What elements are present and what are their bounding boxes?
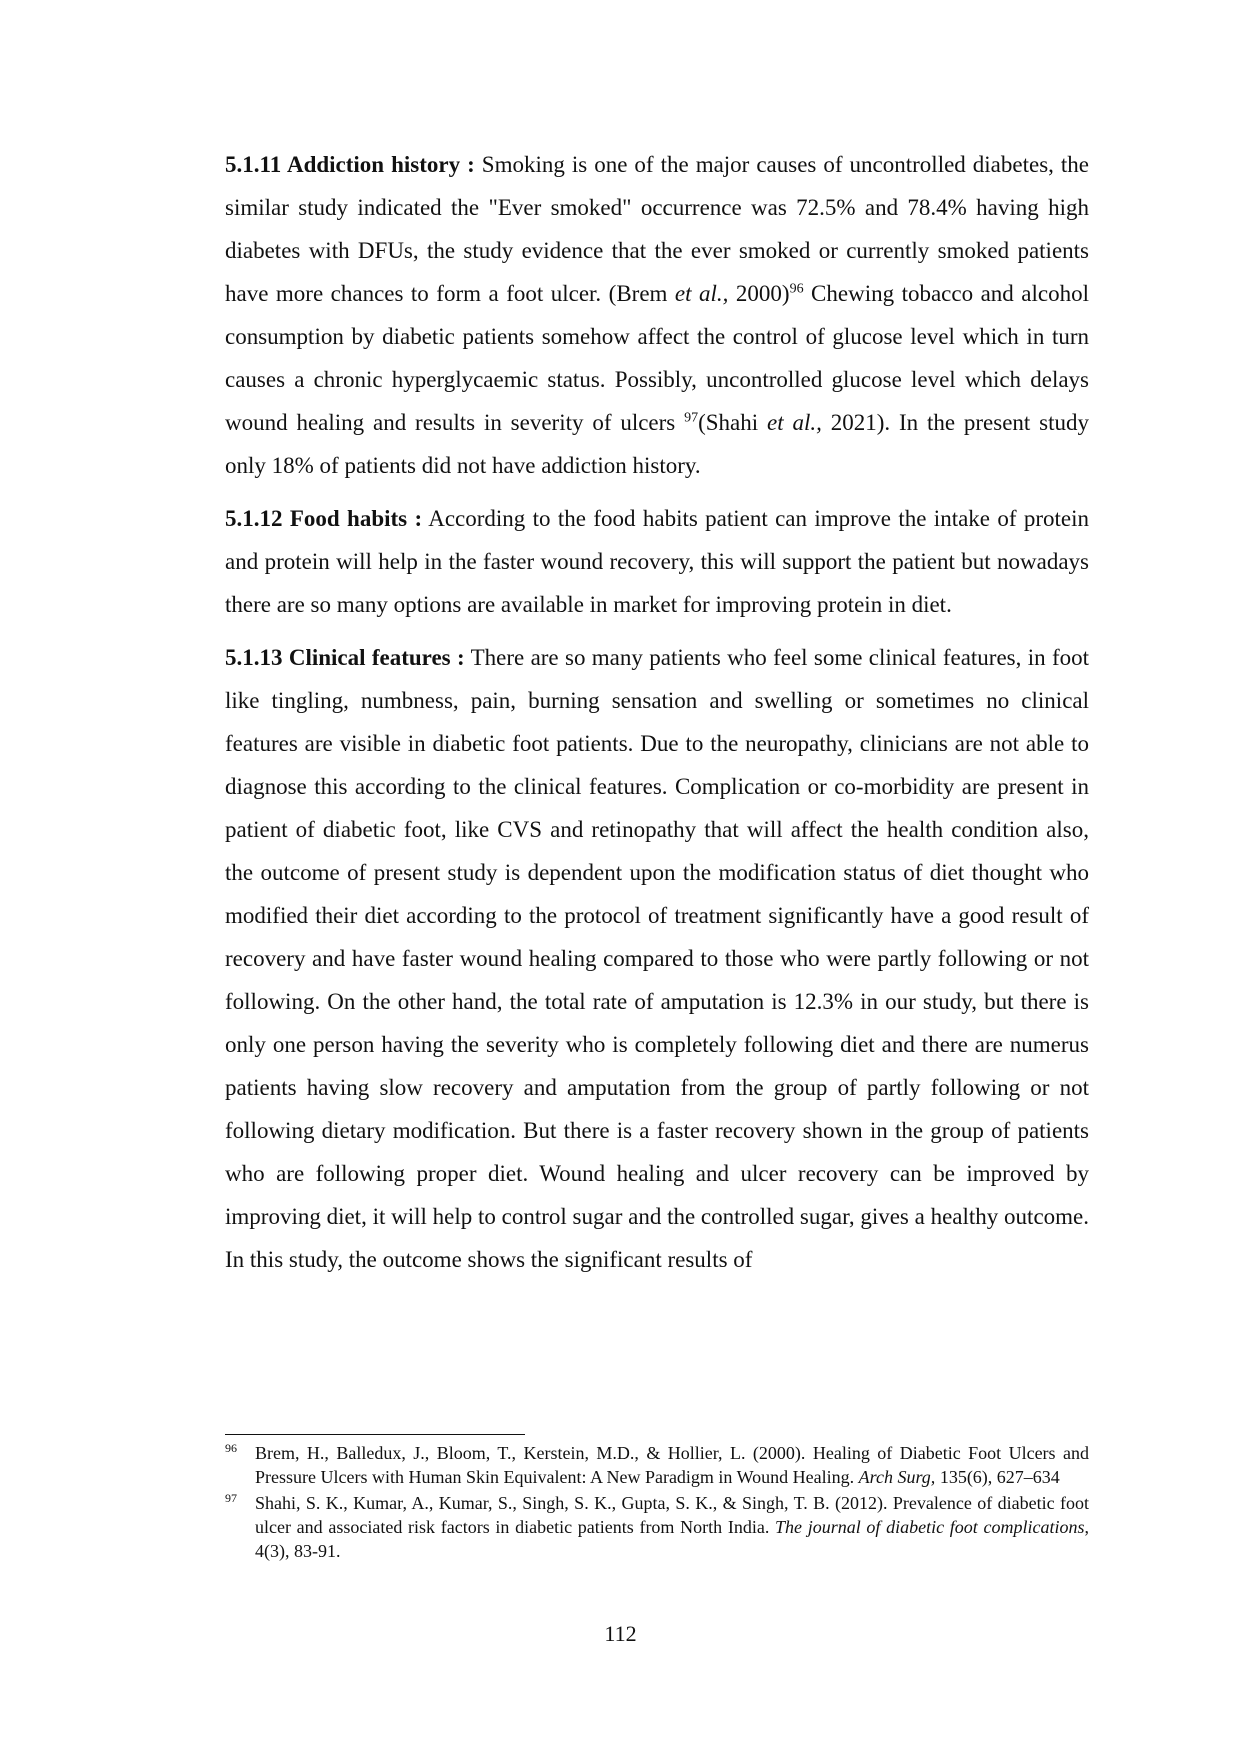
footnote-text: , 4(3), 83-91. [255,1517,1089,1561]
section-heading: 5.1.11 Addiction history : [225,152,475,177]
footnote-97 [225,1491,1089,1563]
paragraph-text: 2021). In the present study only 18% of patients did not have addiction history. [225,410,1089,478]
footnote-ref-97[interactable]: 97 [684,410,699,426]
footnote-ref-96[interactable]: 96 [789,281,804,297]
footnote-number: 97 [225,1491,237,1505]
body-text [225,143,1089,1291]
footnotes [225,1441,1089,1565]
paragraph-text: 2000) [728,281,790,306]
journal-italic: Arch Surg, [858,1467,936,1487]
footnote-text: Shahi, S. K., Kumar, A., Kumar, S., Singh, S. K., Gupta, S. K., & Singh, T. B. (2012). Prevalence of diabetic foot ulcer and associated risk factors in diabetic patients from North India. [255,1493,1089,1537]
paragraph-text: Chewing tobacco and alcohol consumption by diabetic patients somehow affect the control of glucose level which in turn causes a chronic hyperglycaemic status. Possibly, uncontrolled glucose level which delays wound healing and results in severity of ulcers [225,281,1089,435]
paragraph-text: Smoking is one of the major causes of uncontrolled diabetes, the similar study indicated the "Ever smoked" occurrence was 72.5% and 78.4% having high diabetes with DFUs, the study evidence that the ever smoked or currently smoked patients have more chances to form a foot ulcer. (Brem [225,152,1090,306]
section-food-habits [225,497,1089,626]
section-heading: 5.1.13 Clinical features : [225,645,465,670]
paragraph-text: According to the food habits patient can improve the intake of protein and protein will help in the faster wound recovery, this will support the patient but nowadays there are so many options are available in market for improving protein in diet. [225,506,1090,617]
paragraph-text: There are so many patients who feel some clinical features, in foot like tingling, numbness, pain, burning sensation and swelling or sometimes no clinical features are visible in diabetic foot patients. Due to the neuropathy, clinicians are not able to diagnose this according to the clinical features. Complication or co-morbidity are present in patient of diabetic foot, like CVS and retinopathy that will affect the health condition also, the outcome of present study is dependent upon the modification status of diet thought who modified their diet according to the protocol of treatment significantly have a good result of recovery and have faster wound healing compared to those who were partly following or not following. On the other hand, the total rate of amputation is 12.3% in our study, but there is only one person having the severity who is completely following diet and there are numerus patients having slow recovery and amputation from the group of partly following or not following dietary modification. But there is a faster recovery shown in the group of patients who are following proper diet. Wound healing and ulcer recovery can be improved by improving diet, it will help to control sugar and the controlled sugar, gives a healthy outcome. In this study, the outcome shows the significant results of [225,645,1089,1272]
citation-italic: et al., [674,281,729,306]
paragraph-text: (Shahi [698,410,767,435]
section-clinical-features [225,636,1089,1281]
citation-italic: et al., [767,410,822,435]
journal-italic: The journal of diabetic foot complications [775,1517,1085,1537]
footnote-number: 96 [225,1441,237,1455]
section-addiction-history [225,143,1089,487]
footnote-96 [225,1441,1089,1489]
section-heading: 5.1.12 Food habits : [225,506,423,531]
page-number: 112 [604,1621,637,1646]
footnote-text: 135(6), 627–634 [935,1467,1060,1487]
footnote-separator [225,1434,525,1435]
footnote-text: Brem, H., Balledux, J., Bloom, T., Kerstein, M.D., & Hollier, L. (2000). Healing of Diabetic Foot Ulcers and Pressure Ulcers with Human Skin Equivalent: A New Paradigm in Wound Healing. [255,1443,1089,1487]
